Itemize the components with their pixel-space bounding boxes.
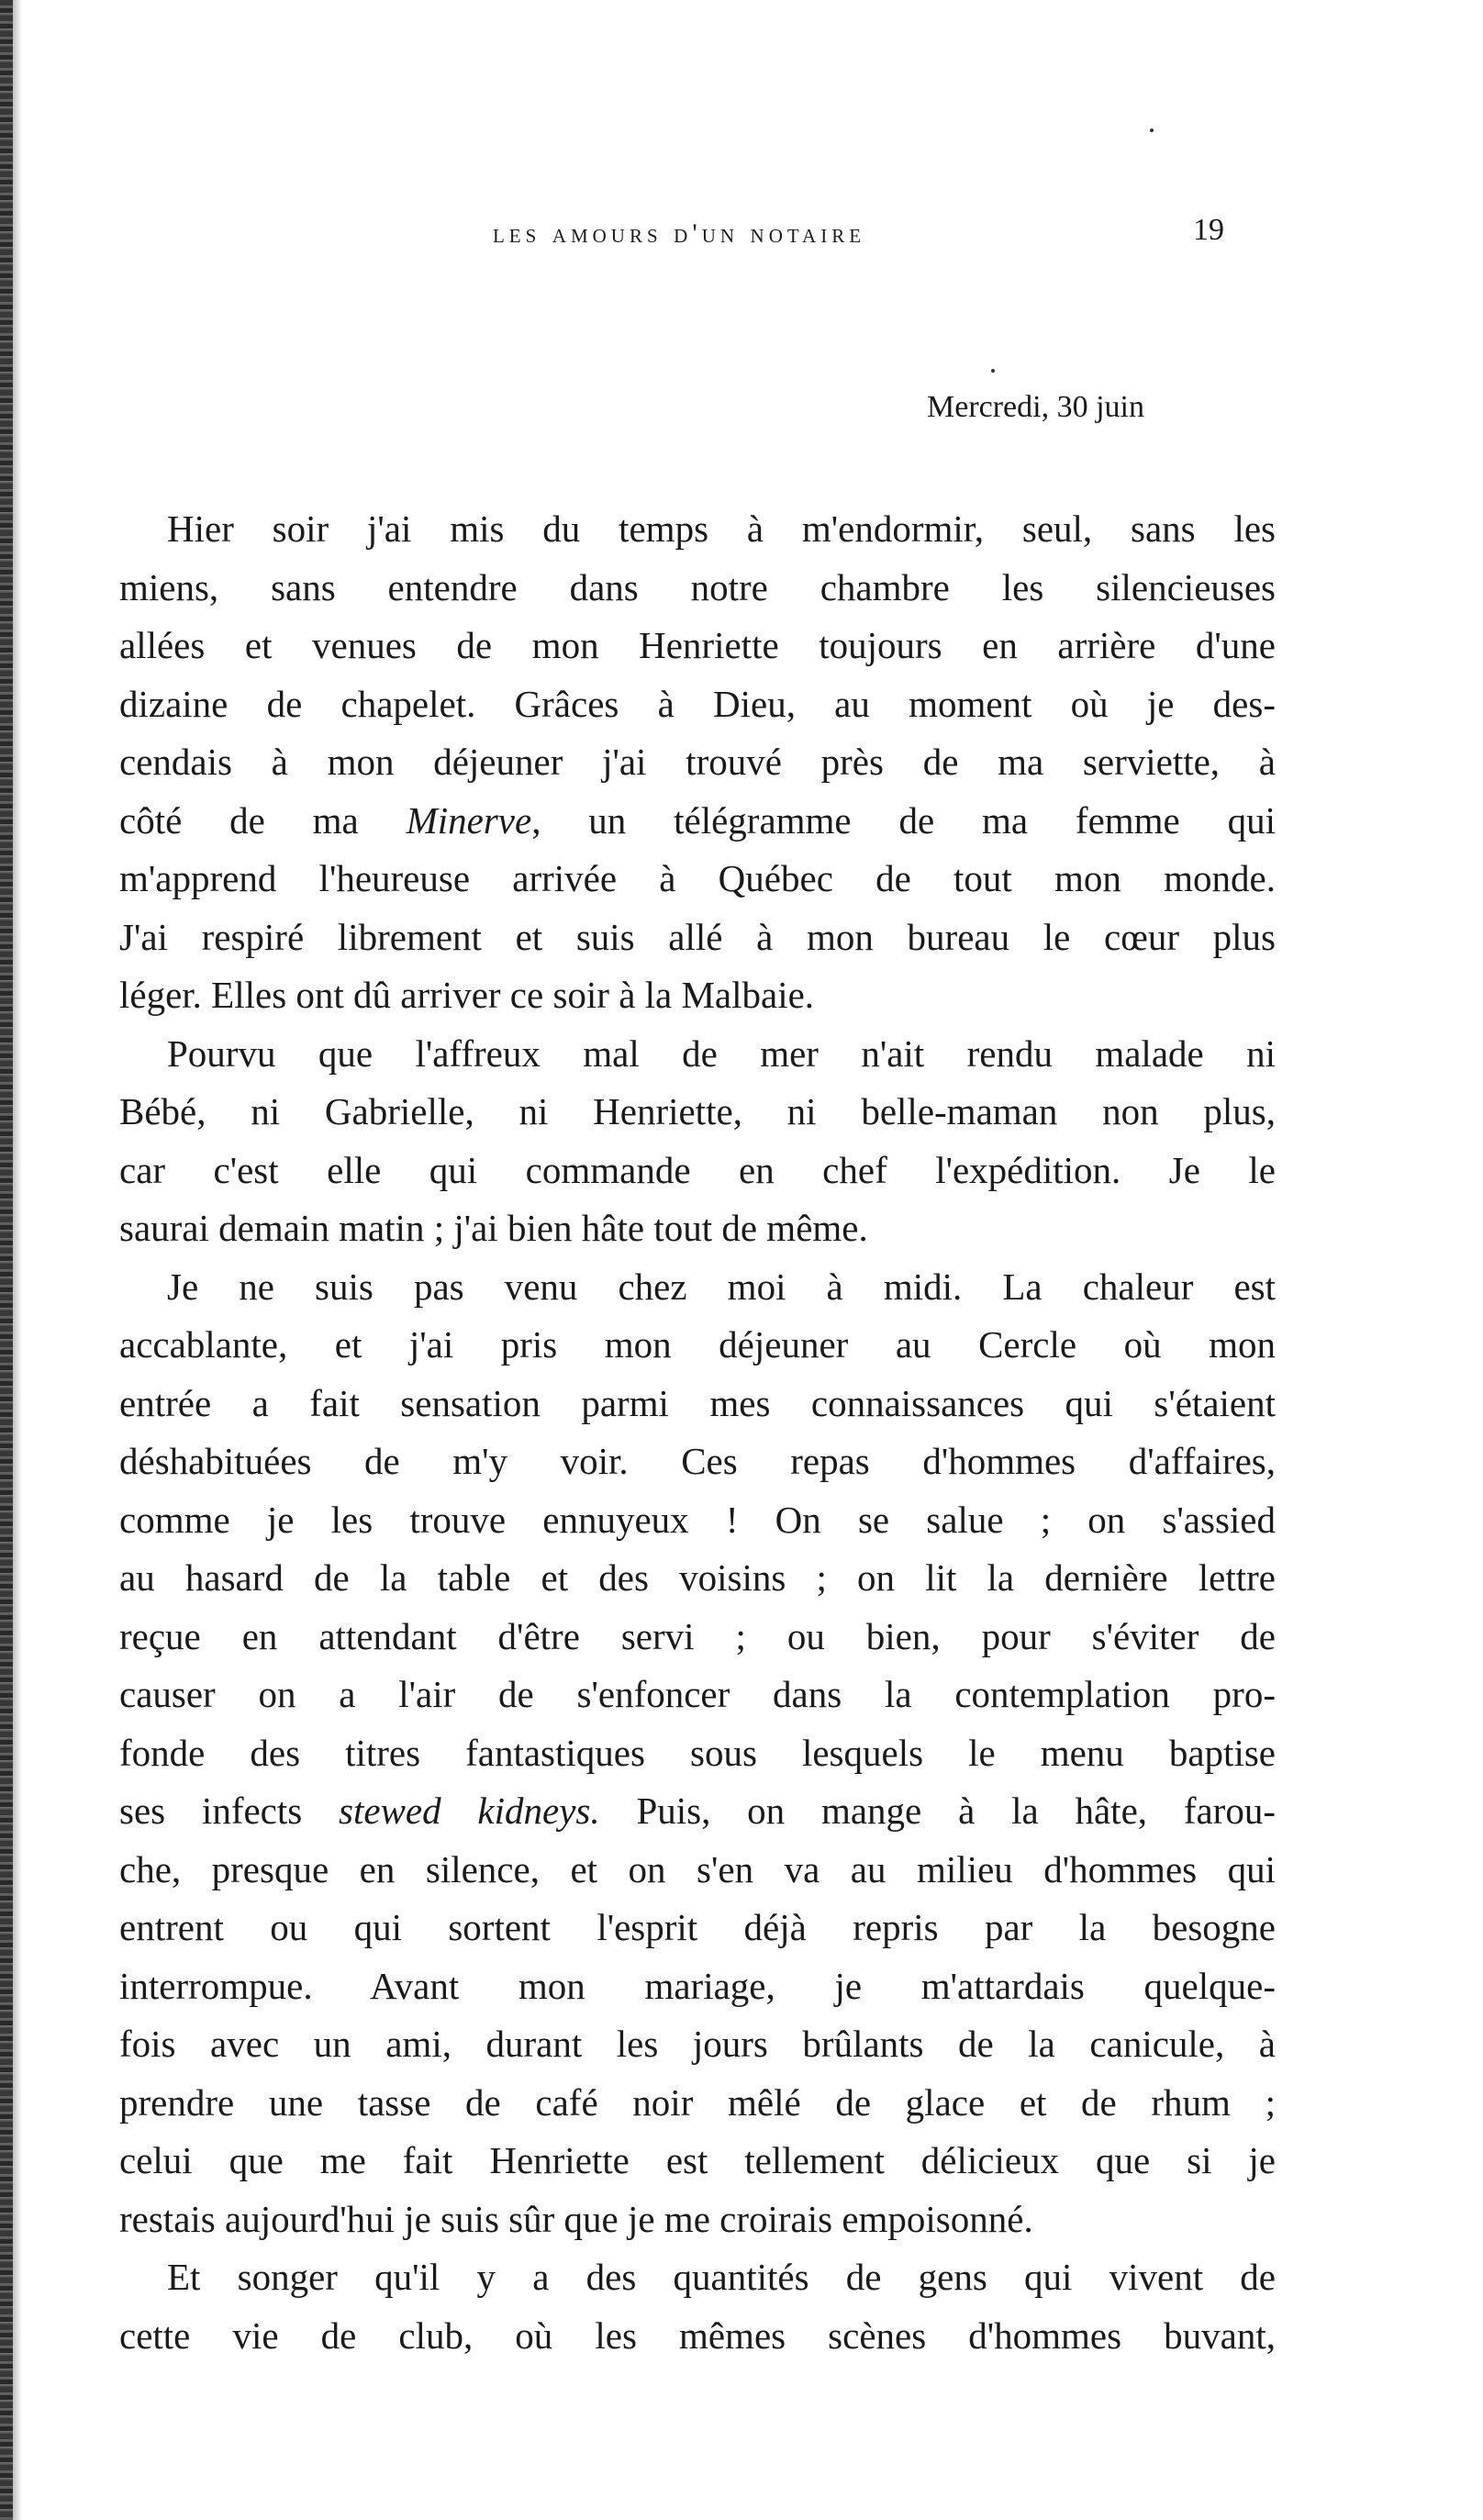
text-line: dizaine de chapelet. Grâces à Dieu, au moment où je des-	[119, 682, 1276, 725]
text-line: celui que me fait Henriette est tellement délicieux que si je	[119, 2139, 1276, 2181]
text-fragment: Puis, on mange à la hâte, farou-	[599, 1790, 1276, 1832]
paragraph-2	[119, 1025, 1276, 1258]
text-line	[119, 1782, 1276, 1841]
paragraph-1	[119, 500, 1276, 1025]
text-line: cendais à mon déjeuner j'ai trouvé près de ma serviette, à	[119, 741, 1276, 783]
date-line: Mercredi, 30 juin	[927, 390, 1144, 424]
paragraph-3	[119, 1258, 1276, 2249]
text-line: allées et venues de mon Henriette toujours en arrière d'une	[119, 624, 1276, 666]
scan-speck	[991, 369, 995, 373]
text-line: entrent ou qui sortent l'esprit déjà repris par la besogne	[119, 1906, 1276, 1948]
binding-shadow	[13, 0, 22, 2520]
text-line: Hier soir j'ai mis du temps à m'endormir, seul, sans les	[167, 507, 1276, 550]
text-line: Je ne suis pas venu chez moi à midi. La chaleur est	[167, 1265, 1276, 1308]
text-line: léger. Elles ont dû arriver ce soir à la Malbaie.	[119, 974, 815, 1016]
text-fragment: , un télégramme de ma femme qui	[531, 798, 1276, 842]
text-line: Bébé, ni Gabrielle, ni Henriette, ni belle-maman non plus,	[119, 1090, 1276, 1132]
italic-title: Minerve	[406, 798, 532, 842]
text-fragment: ses infects	[119, 1790, 340, 1832]
text-line: saurai demain matin ; j'ai bien hâte tout de même.	[119, 1207, 868, 1249]
text-line: Et songer qu'il y a des quantités de gens qui vivent de	[167, 2256, 1276, 2298]
text-line: Pourvu que l'affreux mal de mer n'ait rendu malade ni	[167, 1031, 1276, 1075]
text-line: interrompue. Avant mon mariage, je m'attardais quelque-	[119, 1964, 1276, 2007]
text-line: au hasard de la table et des voisins ; on lit la dernière lettre	[119, 1556, 1276, 1599]
text-line: cette vie de club, où les mêmes scènes d'hommes buvant,	[119, 2314, 1276, 2357]
text-line: car c'est elle qui commande en chef l'expédition. Je le	[119, 1148, 1276, 1191]
text-line: déshabituées de m'y voir. Ces repas d'hommes d'affaires,	[119, 1440, 1276, 1482]
paragraph-4	[119, 2248, 1276, 2365]
running-head: les amours d'un notaire	[492, 218, 866, 249]
text-line: causer on a l'air de s'enfoncer dans la contemplation pro-	[119, 1673, 1276, 1715]
text-line: fonde des titres fantastiques sous lesquels le menu baptise	[119, 1731, 1276, 1774]
italic-phrase: stewed kidneys.	[339, 1790, 600, 1832]
binding-edge	[0, 0, 13, 2520]
text-line: che, presque en silence, et on s'en va au milieu d'hommes qui	[119, 1847, 1276, 1890]
text-line: m'apprend l'heureuse arrivée à Québec de tout mon monde.	[119, 857, 1276, 899]
text-line: accablante, et j'ai pris mon déjeuner au Cercle où mon	[119, 1323, 1276, 1366]
text-line: restais aujourd'hui je suis sûr que je me croirais empoisonné.	[119, 2197, 1033, 2240]
scan-speck	[1150, 128, 1154, 132]
text-line: fois avec un ami, durant les jours brûlants de la canicule, à	[119, 2023, 1276, 2065]
text-line: J'ai respiré librement et suis allé à mon bureau le cœur plus	[119, 915, 1276, 958]
text-line: prendre une tasse de café noir mêlé de glace et de rhum ;	[119, 2080, 1276, 2124]
body-text	[119, 500, 1276, 2365]
text-line: miens, sans entendre dans notre chambre les silencieuses	[119, 565, 1276, 608]
text-line: comme je les trouve ennuyeux ! On se salue ; on s'assied	[119, 1498, 1276, 1541]
page-number: 19	[1193, 213, 1224, 247]
text-fragment: côté de ma	[119, 798, 407, 842]
text-line	[119, 792, 1276, 851]
text-line: reçue en attendant d'être servi ; ou bien, pour s'éviter de	[119, 1614, 1276, 1657]
text-line: entrée a fait sensation parmi mes connaissances qui s'étaient	[119, 1381, 1276, 1424]
